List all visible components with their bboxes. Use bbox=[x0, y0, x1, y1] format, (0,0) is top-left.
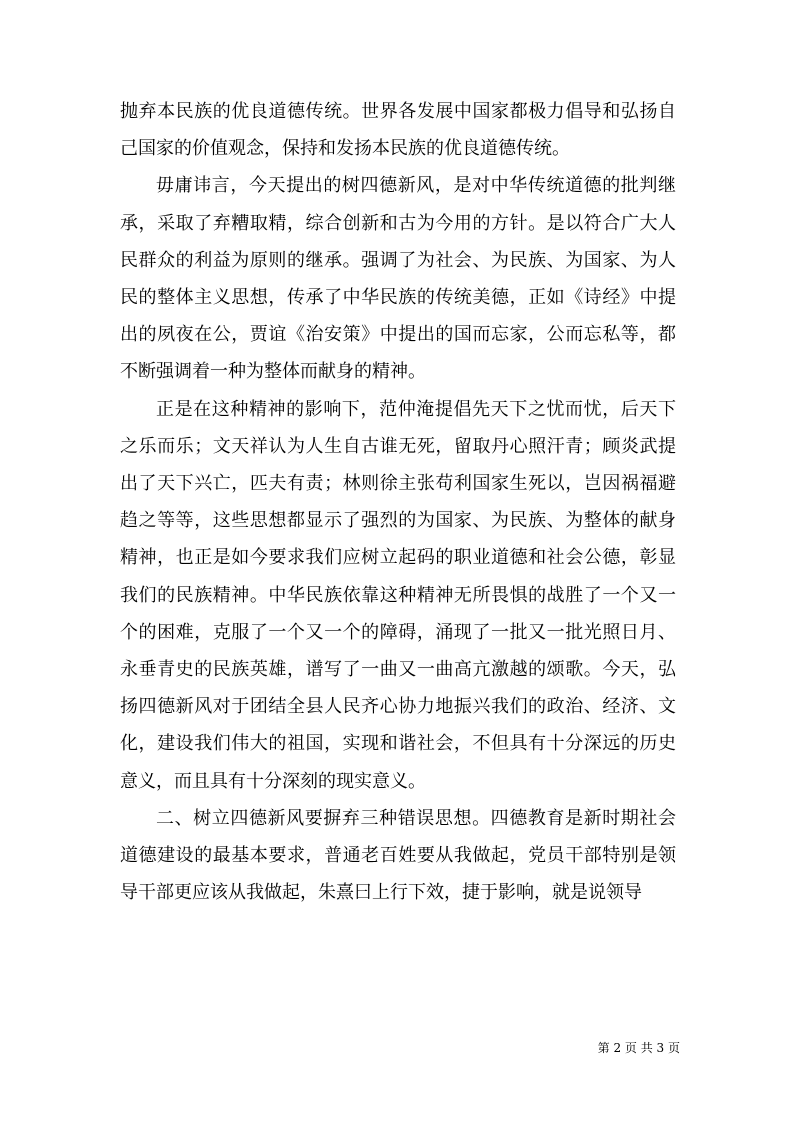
paragraph: 二、树立四德新风要摒弃三种错误思想。四德教育是新时期社会道德建设的最基本要求，普通老百姓要从我做起，党员干部特别是领导干部更应该从我做起，朱熹曰上行下效，捷于影响，就是说领导 bbox=[120, 807, 676, 904]
paragraph: 毋庸讳言，今天提出的树四德新风，是对中华传统道德的批判继承，采取了弃糟取精，综合创新和古为今用的方针。是以符合广大人民群众的利益为原则的继承。强调了为社会、为民族、为国家、为人民的整体主义思想，传承了中华民族的传统美德，正如《诗经》中提出的夙夜在公，贾谊《治安策》中提出的国而忘家，公而忘私等，都不断强调着一种为整体而献身的精神。 bbox=[120, 175, 676, 383]
paragraph: 正是在这种精神的影响下，范仲淹提倡先天下之忧而忧，后天下之乐而乐；文天祥认为人生自古谁无死，留取丹心照汗青；顾炎武提出了天下兴亡，匹夫有责；林则徐主张苟利国家生死以，岂因祸福避趋之等等，这些思想都显示了强烈的为国家、为民族、为整体的献身精神，也正是如今要求我们应树立起码的职业道德和社会公德，彰显我们的民族精神。中华民族依靠这种精神无所畏惧的战胜了一个又一个的困难，克服了一个又一个的障碍，涌现了一批又一批光照日月、永垂青史的民族英雄，谱写了一曲又一曲高亢激越的颂歌。今天，弘扬四德新风对于团结全县人民齐心协力地振兴我们的政治、经济、文化，建设我们伟大的祖国，实现和谐社会，不但具有十分深远的历史意义，而且具有十分深刻的现实意义。 bbox=[120, 398, 676, 792]
paragraph-continued: 抛弃本民族的优良道德传统。世界各发展中国家都极力倡导和弘扬自己国家的价值观念，保持和发扬本民族的优良道德传统。 bbox=[120, 101, 676, 160]
document-body bbox=[120, 93, 676, 911]
page-number-footer: 第 2 页 共 3 页 bbox=[597, 1041, 680, 1055]
